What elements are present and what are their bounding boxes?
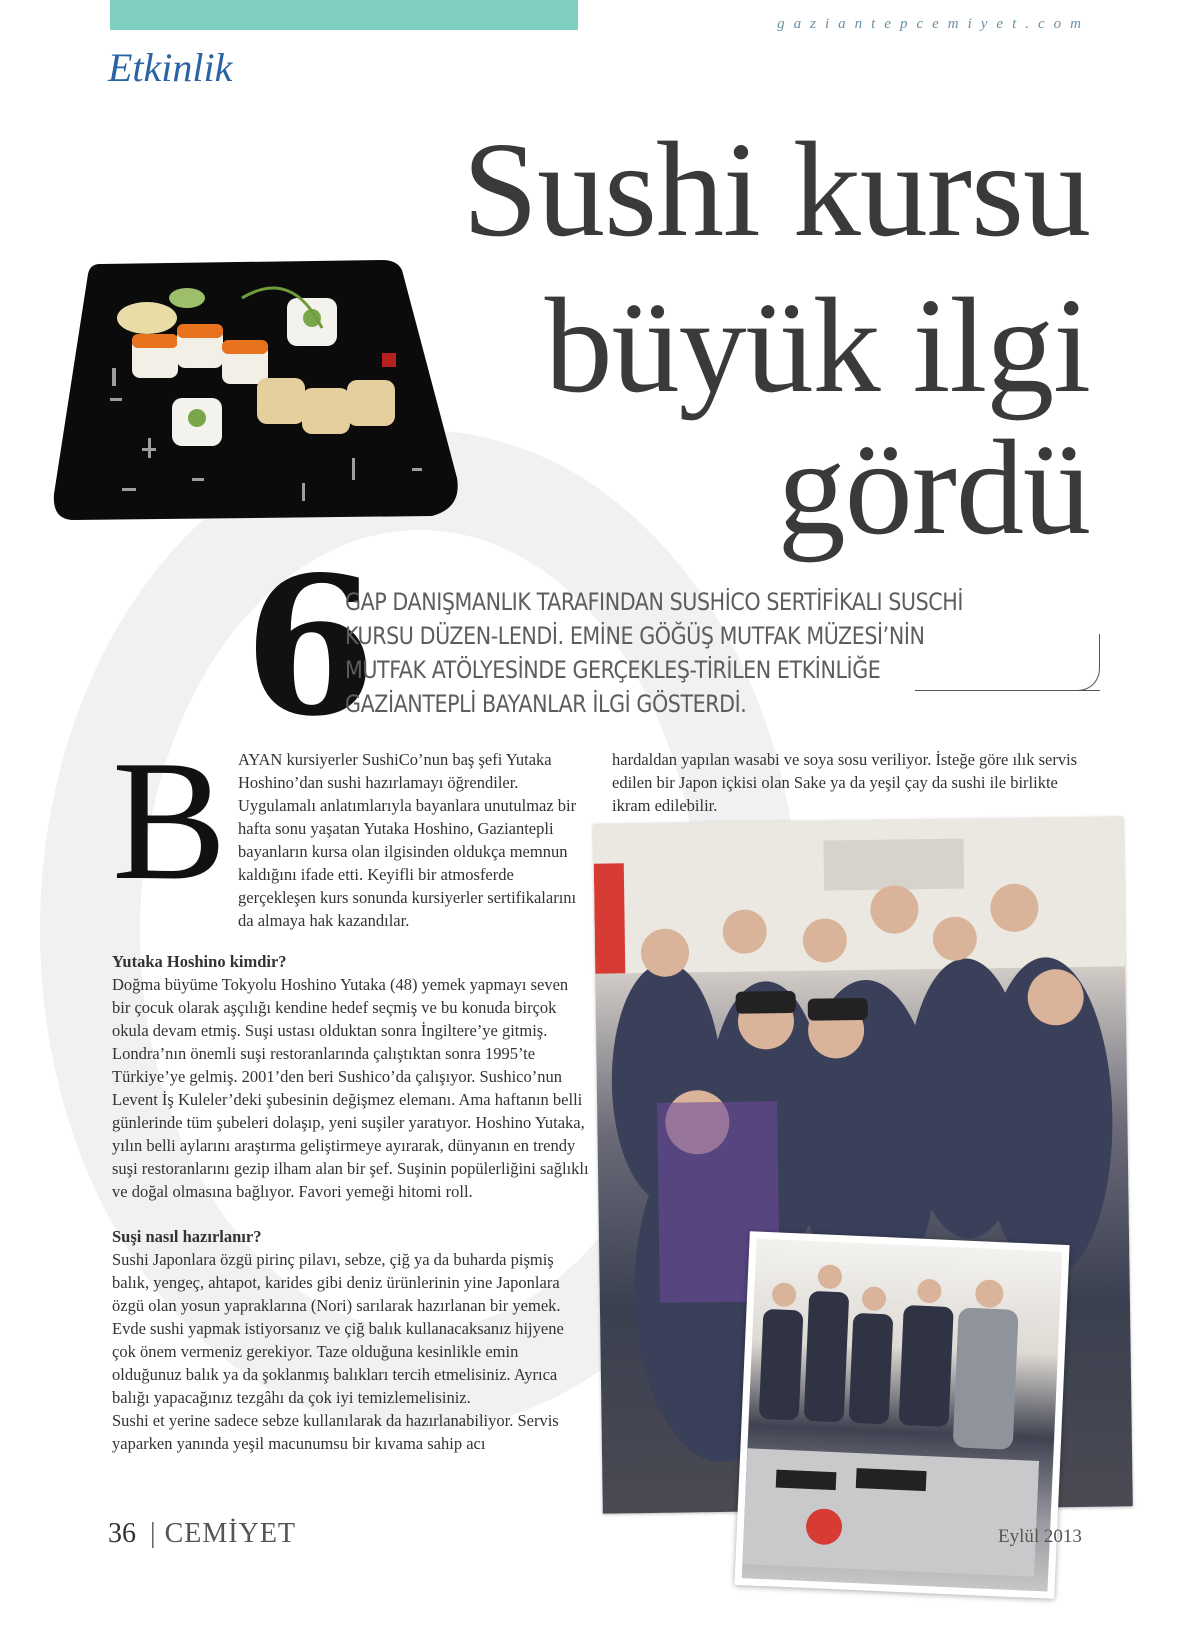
deck-decoration-line (915, 690, 1100, 691)
paragraph-yutaka: Doğma büyüme Tokyolu Hoshino Yutaka (48) yemek yapmayı seven bir çocuk olarak aşçılığı kendine hedef seçmiş ve bu konuda birçok okula devam etmiş. Suşi ustası olduktan sonra İngiltere’ye gitmiş. Londra’nın önemli suşi restoranlarında çalıştıktan sonra 1995’te Türkiye’ye gelmiş. 2001’den beri Sushico’da çalışıyor. Sushico’nun Levent İş Kuleler’deki şubesinin değişmez elemanı. Ama haftanın belli günlerinde tüm şubeleri dolaşıp, yeni suşiler yaratıyor. Hoshino Yutaka, yılın belli aylarını araştırma geliştirmeye ayırarak, dünyanın en trendy suşi restoranlarını gezip ilham alan bir şef. Suşinin popülerliğini sağlıklı ve doğal olmasına bağlıyor. Favori yemeği hitomi roll. (112, 975, 589, 1201)
publication-name: | CEMİYET (150, 1518, 297, 1549)
article-title-line-3: gördü (777, 413, 1090, 563)
sushi-plate-photo (52, 258, 462, 528)
article-intro: AYAN kursiyerler SushiCo’nun baş şefi Yutaka Hoshino’dan sushi hazırlamayı öğrendiler. Uygulamalı anlatımlarıyla bayanlara unutulmaz bir hafta sonu yaşatan Yutaka Hoshino, Gaziantepli bayanların kursa olan ilgisinden oldukça memnun kaldığını ifade etti. Keyifli bir atmosferde gerçekleşen kurs sonunda kursiyerler sertifikalarını da almaya hak kazandılar. (238, 750, 577, 930)
header-accent-bar (110, 0, 578, 30)
issue-date: Eylül 2013 (998, 1526, 1082, 1547)
article-column-1 (112, 950, 590, 1455)
paragraph-sushi-definition: Sushi Japonlara özgü pirinç pilavı, sebze, çiğ ya da buharda pişmiş balık, yengeç, ahtapot, karides gibi deniz ürünlerinin yine Japonlara özgü olan yosun yapraklarına (Nori) sarılarak hazırlanan bir yemek. (112, 1250, 561, 1315)
article-deck: GAP DANIŞMANLIK TARAFINDAN SUSHİCO SERTİFİKALI SUSCHİ KURSU DÜZEN-LENDİ. EMİNE GÖĞÜŞ MUTFAK MÜZESİ’NİN MUTFAK ATÖLYESİNDE GERÇEKLEŞ-TİRİLEN ETKİNLİĞE GAZİANTEPLİ BAYANLAR İLGİ GÖSTERDİ. (345, 588, 964, 718)
article-column-2: hardaldan yapılan wasabi ve soya sosu veriliyor. İsteğe göre ılık servis edilen bir Japon içkisi olan Sake ya da yeşil çay da sushi ile birlikte ikram edilebilir. (612, 750, 1078, 815)
paragraph-hygiene: Evde sushi yapmak istiyorsanız ve çiğ balık kullanacaksanız hijyene çok önem vermeniz gerekiyor. Taze olduğuna kesinlikle emin olduğunuz balık ya da şoklanmış balıkları tercih etmelisiniz. Ayrıca balığı yapacağınız tezgâhı da çok iyi temizlemelisiniz. (112, 1319, 564, 1407)
page-number: 36 (108, 1518, 136, 1549)
article-title-line-1: Sushi kursu (462, 115, 1090, 265)
quote-mark: 6 (244, 535, 377, 758)
drop-cap: B (112, 726, 227, 916)
paragraph-serving: Sushi et yerine sadece sebze kullanılarak da hazırlanabiliyor. Servis yaparken yanında yeşil macunumsu bir kıvama sahip acı (112, 1411, 559, 1453)
heading-yutaka: Yutaka Hoshino kimdir? (112, 952, 287, 971)
section-label: Etkinlik (108, 45, 233, 90)
site-url: gaziantepcemiyet.com (777, 16, 1090, 32)
deck-decoration-curve (1077, 634, 1100, 691)
article-title-line-2: büyük ilgi (544, 271, 1090, 421)
heading-sushi-prep: Suşi nasıl hazırlanır? (112, 1227, 262, 1246)
